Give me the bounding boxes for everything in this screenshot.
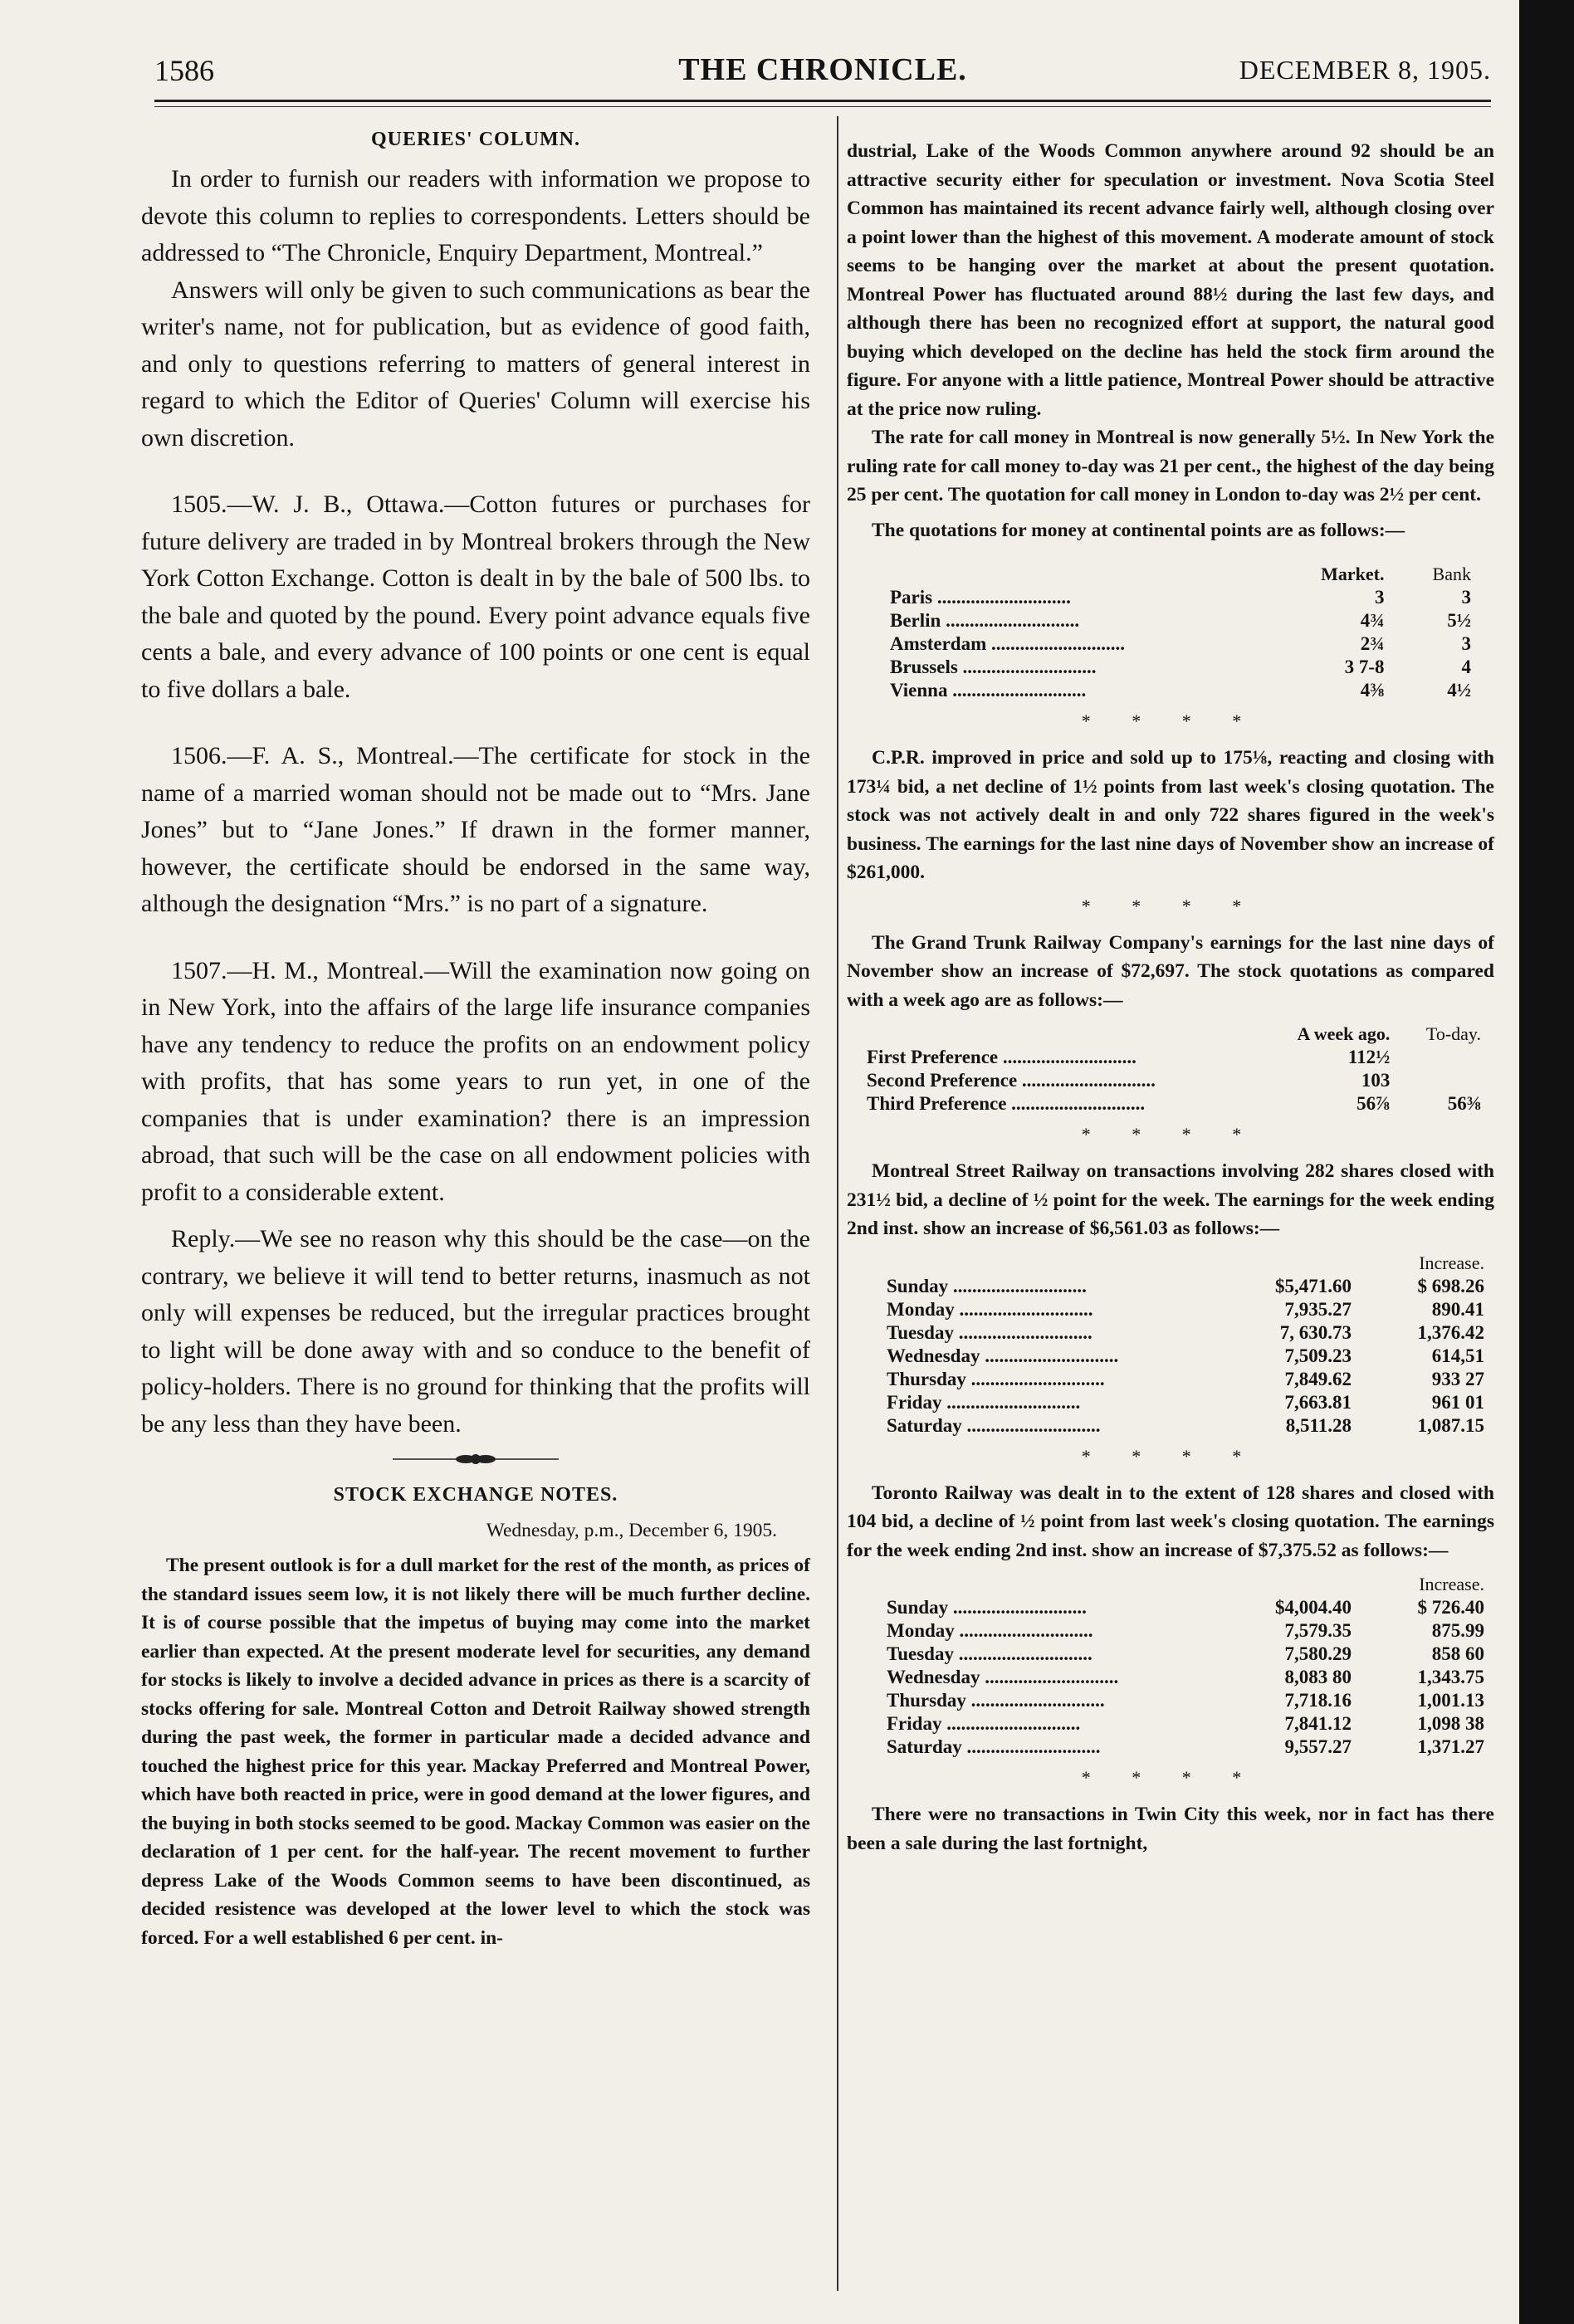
money-rates-table: [890, 563, 1471, 702]
issue-date: DECEMBER 8, 1905.: [1239, 55, 1491, 85]
left-column: [141, 129, 810, 1952]
queries-intro-1: In order to furnish our readers with information we propose to devote this column to replies to correspondents. Letters should be addressed to “The Chronicle, Enquiry Department, Montreal.”: [141, 165, 810, 266]
tor-row: Wednesday ............................ 8,083 80 1,343.75: [887, 1667, 1484, 1687]
tor-row: Saturday ............................ 9,557.27 1,371.27: [887, 1736, 1484, 1757]
queries-intro-2: Answers will only be given to such communications as bear the writer's name, not for publication, but as evidence of good faith, and only to questions referring to matters of general interest in regard to which the Editor of Queries' Column will exercise his own discretion.: [141, 276, 810, 452]
tor-row: Tuesday ............................ 7,580.29 858 60: [887, 1643, 1484, 1664]
stock-notes-heading: STOCK EXCHANGE NOTES.: [333, 1484, 618, 1506]
right-column: [847, 137, 1494, 1858]
header-rule: [154, 100, 1491, 102]
page-header: [154, 51, 1491, 101]
tor-row: Thursday ............................ 7,718.16 1,001.13: [887, 1690, 1484, 1711]
masthead-title: THE CHRONICLE.: [678, 52, 967, 87]
tor-row: Friday ............................ 7,841.12 1,098 38: [887, 1713, 1484, 1734]
cpr-para: C.P.R. improved in price and sold up to 175⅛, reacting and closing with 173¼ bid, a net decline of 1½ points from last week's closing quotation. The stock was not actively dealt in and only 722 shares figured in the week's business. The earnings for the last nine days of November show an increase of $261,000.: [847, 747, 1494, 883]
money-row: Berlin ............................ 4¾ 5½: [890, 610, 1471, 631]
grand-trunk-table: [867, 1023, 1481, 1116]
mtl-row: Sunday ............................ $5,471.60 $ 698.26: [887, 1275, 1484, 1296]
grand-trunk-para: The Grand Trunk Railway Company's earnings for the last nine days of November show an increase of $72,697. The stock quotations as compared with a week ago are as follows:—: [847, 931, 1494, 1011]
toronto-railway-para: Toronto Railway was dealt in to the extent of 128 shares and closed with 104 bid, a decline of ½ point from last week's closing quotation. The earnings for the week ending 2nd inst. show an increase of $7,375.52 as follows:—: [847, 1482, 1494, 1561]
mtl-row: Tuesday ............................ 7, 630.73 1,376.42: [887, 1321, 1484, 1343]
gt-col-today: To-day.: [1425, 1023, 1481, 1044]
stock-notes-dateline: Wednesday, p.m., December 6, 1905.: [486, 1520, 777, 1541]
column-divider: [837, 116, 838, 2291]
query-1505: 1505.—W. J. B., Ottawa.—Cotton futures or purchases for future delivery are traded in by Montreal brokers through the New York Cotton Exchange. Cotton is dealt in by the bale of 500 lbs. to the bale and quoted by the pound. Every point advance equals five cents a bale, and every advance of 100 points or one cent is equal to five dollars a bale.: [141, 491, 810, 703]
ornament-divider: [141, 1448, 810, 1472]
mtl-row: Wednesday ............................ 7,509.23 614,51: [887, 1345, 1484, 1366]
section-stars: * * * *: [1081, 710, 1260, 731]
money-rows: [890, 586, 1471, 702]
mtl-row: Saturday ............................ 8,511.28 1,087.15: [887, 1414, 1484, 1436]
query-1507: 1507.—H. M., Montreal.—Will the examination now going on in New York, into the affairs of the large life insurance companies have any tendency to reduce the profits on an endowment policy with profits, that has some years to run yet, in one of the companies that is under examination? there is an impression abroad, that such will be the case on all endowment policies with profit to a considerable extent.: [141, 956, 810, 1206]
money-row: Vienna ............................ 4⅜ 4½: [890, 680, 1471, 701]
section-stars: * * * *: [1081, 1124, 1260, 1145]
stock-notes-para-1-cont: dustrial, Lake of the Woods Common anywhere around 92 should be an attractive security either for speculation or investment. Nova Scotia Steel Common has maintained its recent advance fairly well, although closing over a point lower than the highest of this movement. A moderate amount of stock seems to be hanging over the market at about the present quotation. Montreal Power has fluctuated around 88½ during the last few days, and although there has been no recognized effort at support, the natural good buying which developed on the decline has held the stock firm around the figure. For anyone with a little patience, Montreal Power should be attractive at the price now ruling.: [847, 140, 1494, 420]
money-row: Brussels ............................ 3 7-8 4: [890, 657, 1471, 677]
gt-row: Second Preference ............................ 103: [867, 1070, 1391, 1091]
montreal-street-table: [887, 1252, 1484, 1438]
montreal-street-para: Montreal Street Railway on transactions involving 282 shares closed with 231½ bid, a decline of ½ point for the week. The earnings for the week ending 2nd inst. show an increase of $6,561.03 as follows:—: [847, 1160, 1494, 1239]
money-col-market: Market.: [1321, 564, 1385, 584]
tor-row: Monday ............................ 7,579.35 875.99: [887, 1620, 1484, 1641]
mtl-row: Friday ............................ 7,663.81 961 01: [887, 1391, 1484, 1413]
section-stars: * * * *: [1081, 1767, 1260, 1788]
mtl-row: Monday ............................ 7,935.27 890.41: [887, 1298, 1484, 1320]
money-row: Paris ............................ 3 3: [890, 587, 1471, 608]
stock-notes-para-1: The present outlook is for a dull market for the rest of the month, as prices of the standard issues seem low, it is not likely there will be much further decline. It is of course possible that the impetus of buying may come into the market earlier than expected. At the present moderate level for securities, any demand for stocks is likely to involve a decided advance in prices as there is a scarcity of stocks offering for sale. Montreal Cotton and Detroit Railway showed strength during the past week, the former in particular made a decided advance and touched the highest price for this year. Mackay Preferred and Montreal Power, which have both reacted in price, were in good demand at the lower figures, and the buying in both stocks seemed to be good. Mackay Common was easier on the declaration of 1 per cent. for the half-year. The recent movement to further depress Lake of the Woods Common seems to have been discontinued, as decided resistence was developed at the lower level to which the stock was forced. For a well established 6 per cent. in-: [141, 1555, 810, 1949]
money-row: Amsterdam ............................ 2¾ 3: [890, 633, 1471, 654]
tor-col-increase: Increase.: [1419, 1574, 1484, 1594]
mtl-row: Thursday ............................ 7,849.62 933 27: [887, 1368, 1484, 1389]
header-rule-thin: [154, 106, 1491, 107]
query-1506: 1506.—F. A. S., Montreal.—The certificate for stock in the name of a married woman should not be made out to “Mrs. Jane Jones” but to “Jane Jones.” If drawn in the former manner, however, the certificate should be endorsed in the same way, although the designation “Mrs.” is no part of a signature.: [141, 742, 810, 917]
section-stars: * * * *: [1081, 895, 1260, 916]
money-col-bank: Bank: [1432, 564, 1471, 584]
gt-col-week: A week ago.: [1297, 1023, 1391, 1044]
mtl-col-increase: Increase.: [1419, 1252, 1484, 1273]
page-number: 1586: [154, 54, 214, 87]
toronto-railway-table: [887, 1573, 1484, 1759]
query-1507-reply: Reply.—We see no reason why this should be the case—on the contrary, we believe it will tend to better returns, inasmuch as not only will expenses be reduced, but the irregular practices brought to light will be done away with and so conduce to the benefit of policy-holders. There is no ground for thinking that the profits will be any less than they have been.: [141, 1225, 810, 1438]
scan-edge: [1519, 0, 1574, 2324]
gt-row: Third Preference ............................ 56⅞ 56⅜: [867, 1093, 1481, 1114]
call-money-para: The rate for call money in Montreal is now generally 5½. In New York the ruling rate for call money to-day was 21 per cent., the highest of the day being 25 per cent. The quotation for call money in London to-day was 2½ per cent.: [847, 427, 1494, 505]
queries-heading: QUERIES' COLUMN.: [370, 129, 581, 150]
continental-money-para: The quotations for money at continental points are as follows:—: [872, 519, 1405, 541]
section-stars: * * * *: [1081, 1445, 1260, 1467]
twin-city-para: There were no transactions in Twin City this week, nor in fact has there been a sale during the last fortnight,: [847, 1804, 1494, 1854]
tor-row: Sunday ............................ $4,004.40 $ 726.40: [887, 1597, 1484, 1618]
gt-row: First Preference ............................ 112½: [867, 1047, 1391, 1067]
